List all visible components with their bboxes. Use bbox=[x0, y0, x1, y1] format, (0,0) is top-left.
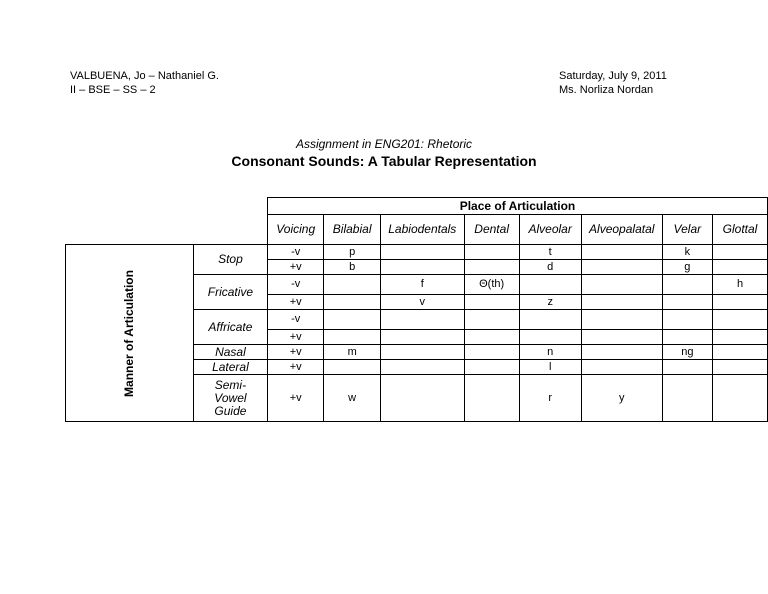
table-cell bbox=[662, 310, 712, 330]
table-cell: g bbox=[662, 260, 712, 275]
col-velar: Velar bbox=[662, 215, 712, 245]
table-cell bbox=[380, 360, 464, 375]
table-cell: r bbox=[519, 375, 581, 422]
table-cell bbox=[581, 260, 662, 275]
table-cell bbox=[464, 360, 519, 375]
voicing-cell: +v bbox=[267, 360, 323, 375]
table-cell bbox=[464, 375, 519, 422]
table-cell bbox=[662, 360, 712, 375]
table-cell bbox=[464, 310, 519, 330]
table-cell bbox=[713, 295, 768, 310]
manner-semi-vowel-guide: Semi- Vowel Guide bbox=[193, 375, 267, 422]
table-cell bbox=[380, 245, 464, 260]
table-cell: h bbox=[713, 275, 768, 295]
table-cell bbox=[662, 375, 712, 422]
voicing-cell: -v bbox=[267, 245, 323, 260]
table-cell bbox=[464, 260, 519, 275]
table-cell bbox=[380, 345, 464, 360]
table-cell bbox=[713, 260, 768, 275]
student-section: II – BSE – SS – 2 bbox=[70, 84, 156, 96]
table-cell bbox=[464, 295, 519, 310]
date-text: Saturday, July 9, 2011 bbox=[559, 70, 667, 82]
table-cell bbox=[324, 295, 380, 310]
table-cell bbox=[662, 295, 712, 310]
table-cell bbox=[713, 245, 768, 260]
table-cell: z bbox=[519, 295, 581, 310]
table-cell bbox=[713, 360, 768, 375]
table-cell bbox=[324, 330, 380, 345]
table-cell bbox=[380, 310, 464, 330]
table-cell: k bbox=[662, 245, 712, 260]
table-cell bbox=[380, 330, 464, 345]
table-cell bbox=[581, 295, 662, 310]
table-cell bbox=[464, 330, 519, 345]
voicing-cell: -v bbox=[267, 275, 323, 295]
table-cell bbox=[713, 345, 768, 360]
col-labiodentals: Labiodentals bbox=[380, 215, 464, 245]
table-cell: w bbox=[324, 375, 380, 422]
teacher-name: Ms. Norliza Nordan bbox=[559, 84, 654, 96]
manner-affricate: Affricate bbox=[193, 310, 267, 345]
table-cell bbox=[324, 275, 380, 295]
voicing-cell: +v bbox=[267, 330, 323, 345]
place-of-articulation-header: Place of Articulation bbox=[267, 198, 767, 215]
table-cell bbox=[519, 275, 581, 295]
table-cell bbox=[324, 360, 380, 375]
table-cell: y bbox=[581, 375, 662, 422]
student-info bbox=[70, 69, 219, 97]
table-cell: Θ(th) bbox=[464, 275, 519, 295]
table-cell bbox=[380, 260, 464, 275]
table-cell bbox=[581, 275, 662, 295]
page-title: Consonant Sounds: A Tabular Representation bbox=[231, 153, 537, 169]
table-cell bbox=[324, 310, 380, 330]
table-cell bbox=[581, 330, 662, 345]
consonant-table bbox=[65, 197, 768, 422]
col-voicing: Voicing bbox=[267, 215, 323, 245]
table-cell bbox=[581, 345, 662, 360]
table-cell bbox=[713, 375, 768, 422]
table-cell: n bbox=[519, 345, 581, 360]
table-cell bbox=[581, 310, 662, 330]
table-cell: l bbox=[519, 360, 581, 375]
manner-nasal: Nasal bbox=[193, 345, 267, 360]
voicing-cell: +v bbox=[267, 295, 323, 310]
table-cell bbox=[464, 345, 519, 360]
manner-fricative: Fricative bbox=[193, 275, 267, 310]
student-name: VALBUENA, Jo – Nathaniel G. bbox=[70, 70, 219, 82]
place-header-row bbox=[66, 198, 768, 215]
manner-stop: Stop bbox=[193, 245, 267, 275]
table-cell: m bbox=[324, 345, 380, 360]
manner-lateral: Lateral bbox=[193, 360, 267, 375]
assignment-subtitle: Assignment in ENG201: Rhetoric bbox=[295, 137, 473, 151]
table-cell bbox=[464, 245, 519, 260]
table-cell: p bbox=[324, 245, 380, 260]
table-cell bbox=[713, 330, 768, 345]
voicing-cell: -v bbox=[267, 310, 323, 330]
table-cell: b bbox=[324, 260, 380, 275]
table-cell: ng bbox=[662, 345, 712, 360]
voicing-cell: +v bbox=[267, 345, 323, 360]
column-header-row bbox=[66, 215, 768, 245]
table-row bbox=[66, 245, 768, 260]
table-cell: v bbox=[380, 295, 464, 310]
voicing-cell: +v bbox=[267, 260, 323, 275]
table-cell bbox=[713, 310, 768, 330]
col-alveolar: Alveolar bbox=[519, 215, 581, 245]
col-dental: Dental bbox=[464, 215, 519, 245]
date-teacher-info bbox=[559, 69, 667, 97]
table-cell: f bbox=[380, 275, 464, 295]
table-cell bbox=[519, 330, 581, 345]
table-cell: t bbox=[519, 245, 581, 260]
table-cell bbox=[581, 360, 662, 375]
col-bilabial: Bilabial bbox=[324, 215, 380, 245]
table-cell: d bbox=[519, 260, 581, 275]
table-cell bbox=[380, 375, 464, 422]
manner-of-articulation-header: Manner of Articulation bbox=[66, 245, 194, 422]
table-cell bbox=[662, 330, 712, 345]
table-cell bbox=[662, 275, 712, 295]
voicing-cell: +v bbox=[267, 375, 323, 422]
table-cell bbox=[519, 310, 581, 330]
col-glottal: Glottal bbox=[713, 215, 768, 245]
table-cell bbox=[581, 245, 662, 260]
col-alveopalatal: Alveopalatal bbox=[581, 215, 662, 245]
